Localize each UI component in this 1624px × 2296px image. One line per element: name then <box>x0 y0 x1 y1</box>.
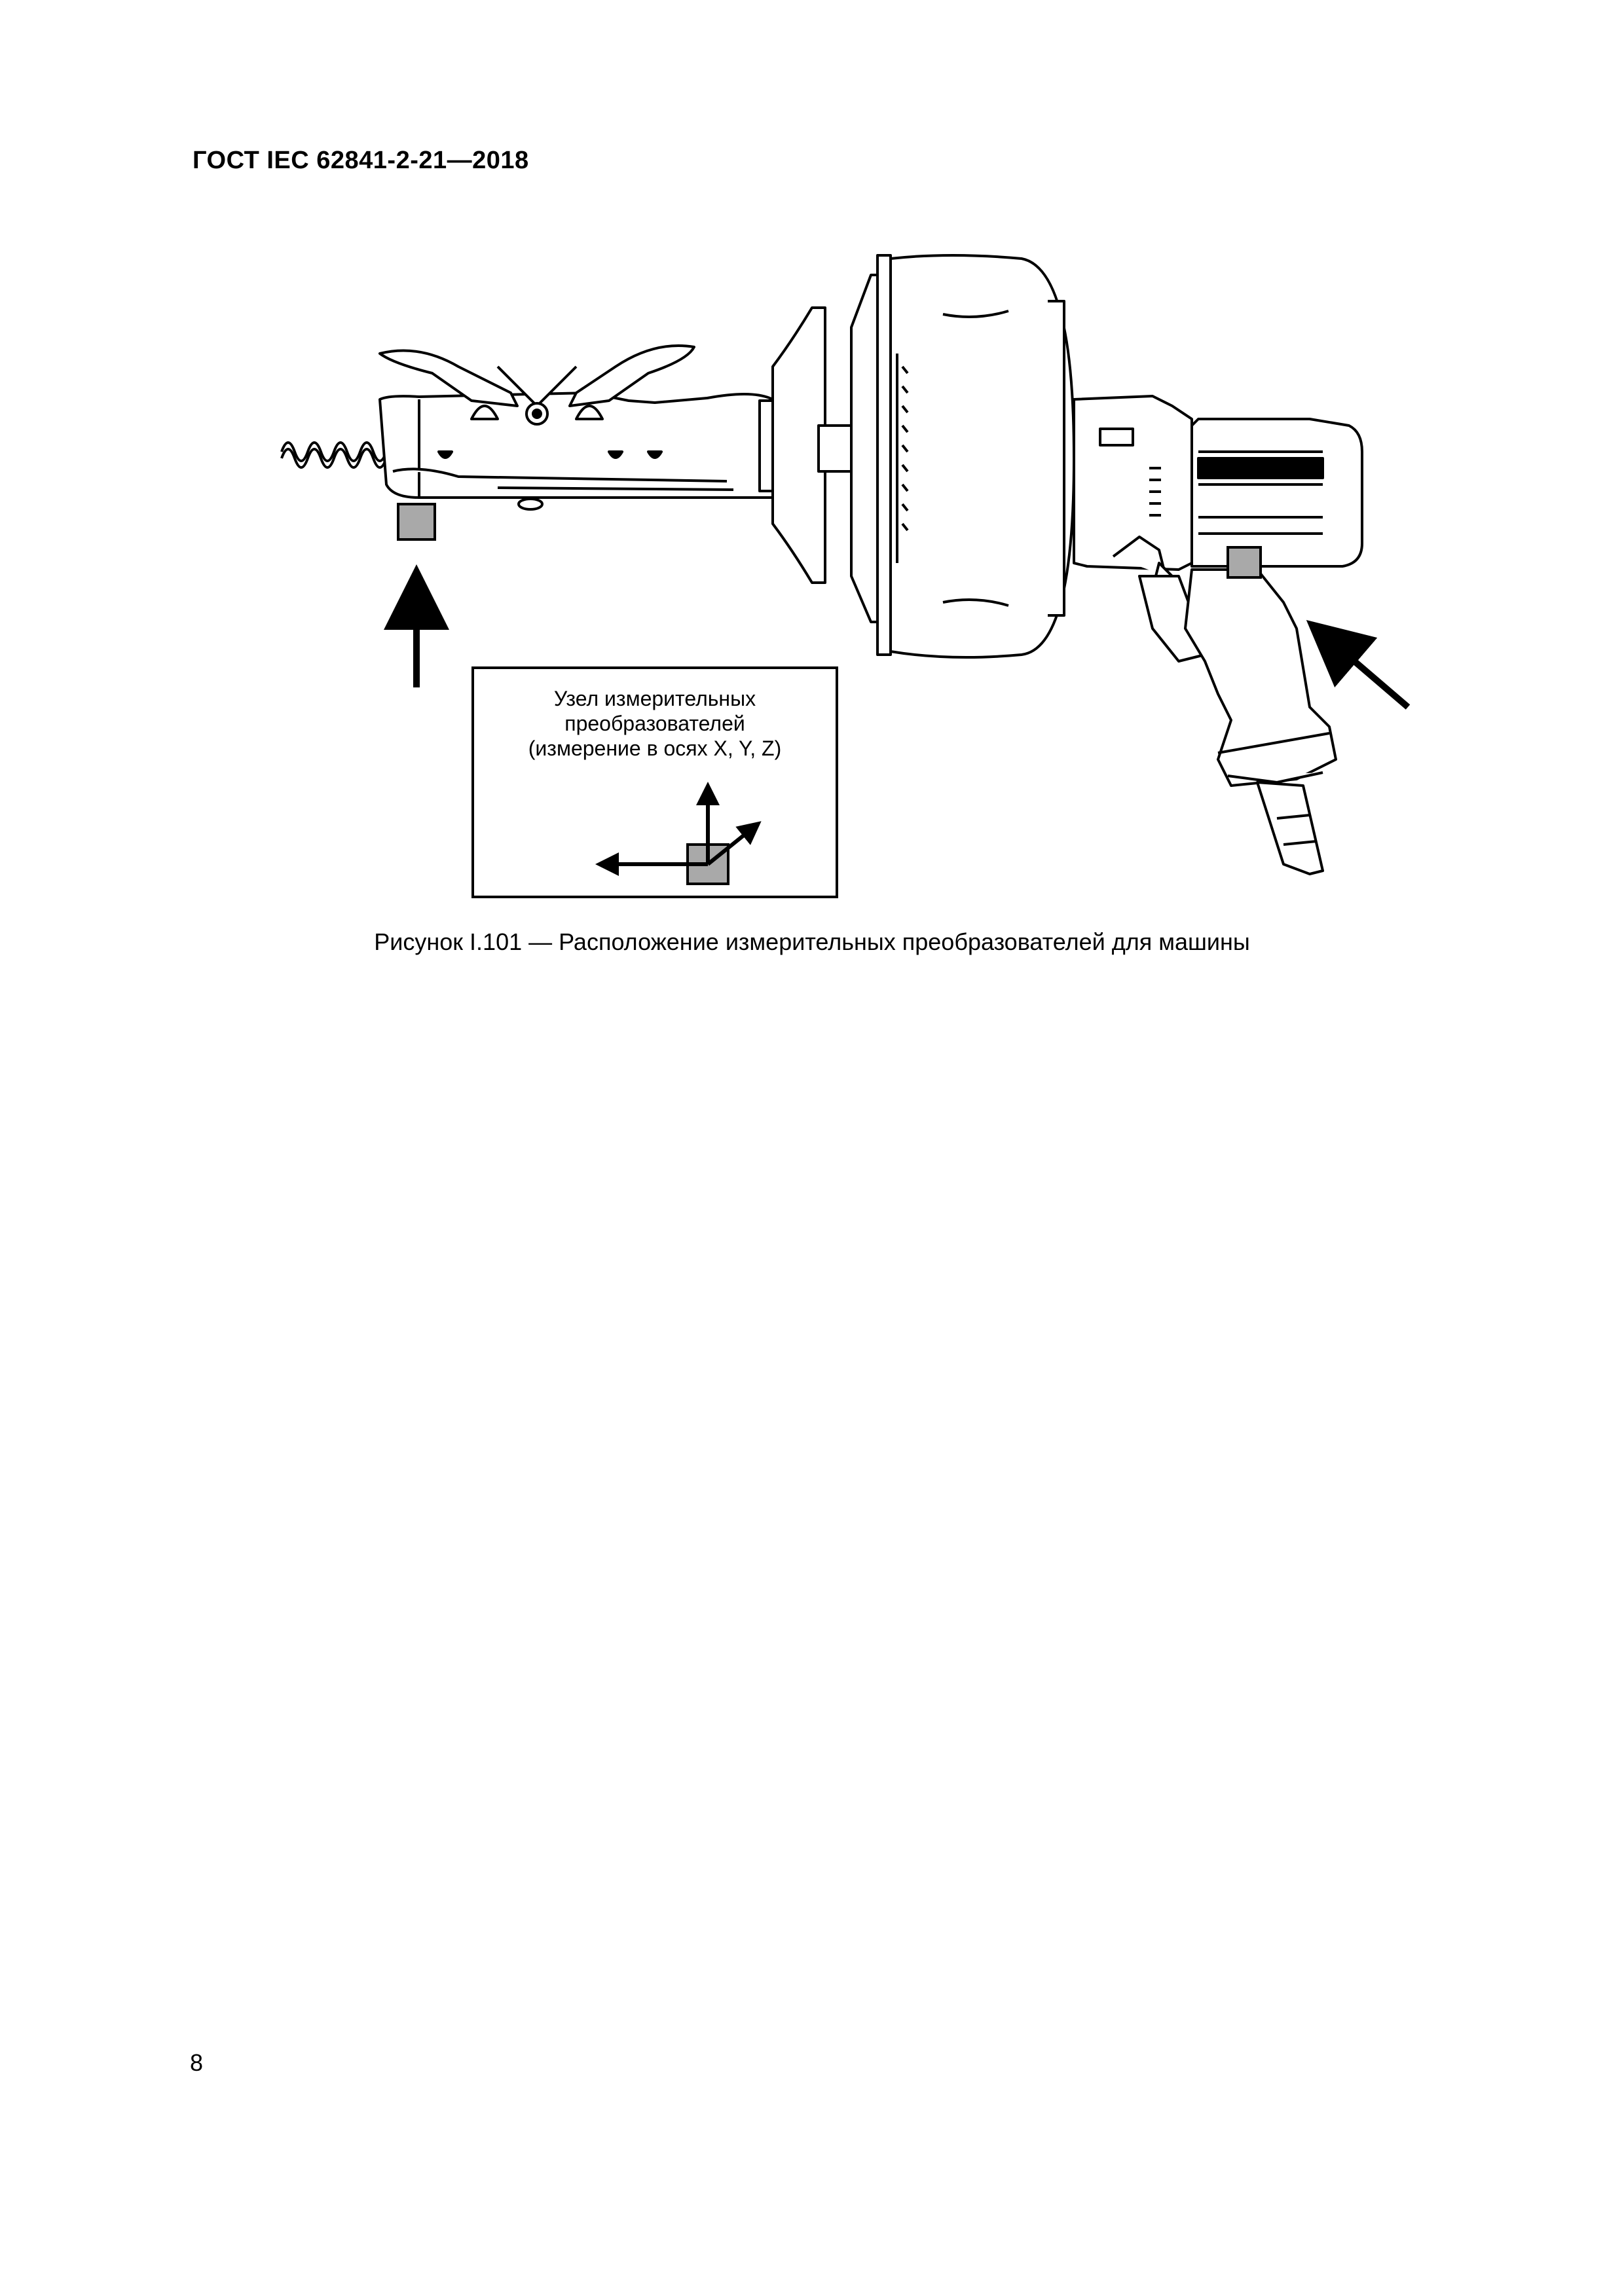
document-header: ГОСТ IEC 62841-2-21—2018 <box>193 147 529 174</box>
transducer-grip <box>1228 547 1261 577</box>
transducer-front <box>398 504 435 539</box>
legend-line: (измерение в осях X, Y, Z) <box>528 737 782 760</box>
legend-line: преобразователей <box>564 712 745 735</box>
page-number: 8 <box>190 2049 204 2076</box>
figure-caption: Рисунок I.101 — Расположение измерительных преобразователей для машины <box>374 928 1250 955</box>
legend-text <box>473 686 837 761</box>
arrow-to-grip-transducer <box>1316 629 1408 707</box>
drum <box>819 255 1074 657</box>
front-handle <box>380 308 825 583</box>
machine-figure <box>0 0 1624 982</box>
legend-line: Узел измерительных <box>553 687 756 710</box>
